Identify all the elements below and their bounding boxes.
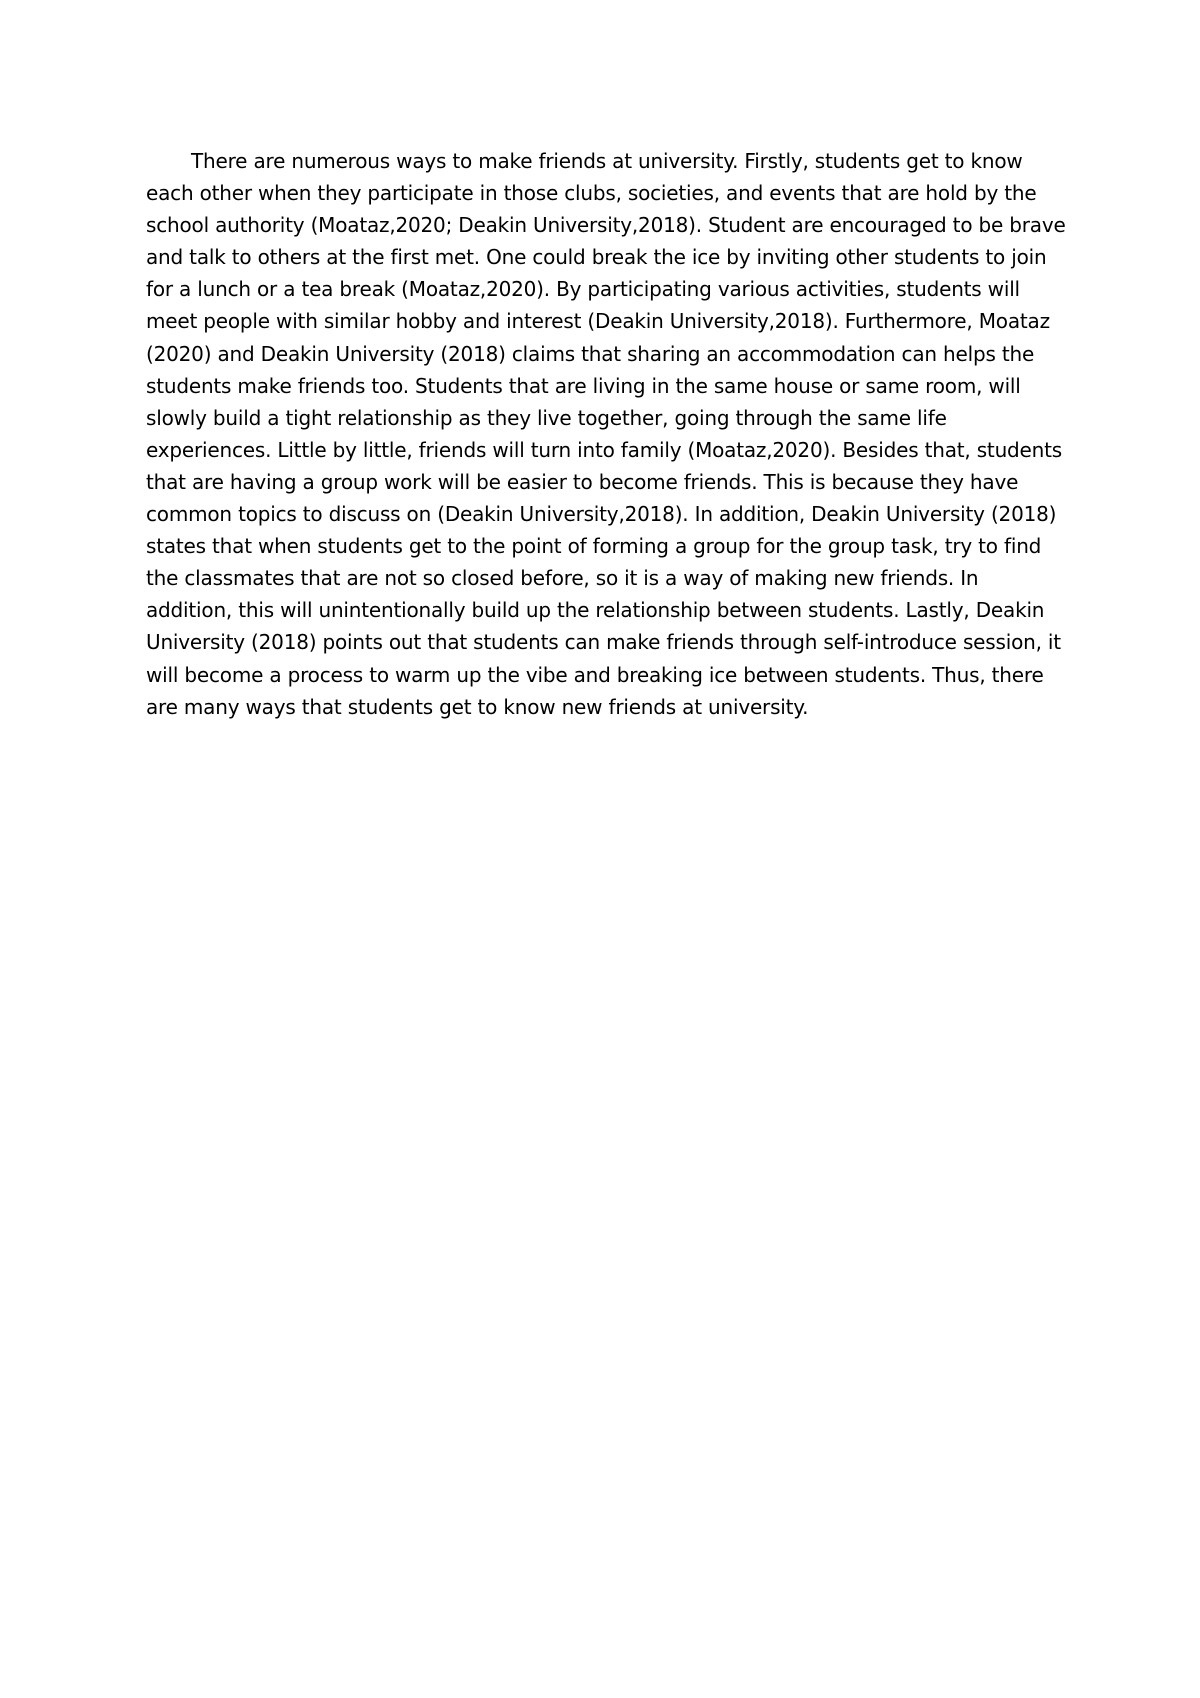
paragraph-line-14: the classmates that are not so closed before, so it is a way of making new friends. In [146,566,979,591]
paragraph-line-18: are many ways that students get to know new friends at university. [146,694,809,719]
paragraph-line-4: and talk to others at the first met. One could break the ice by inviting other students to join [146,245,1047,270]
paragraph-line-2: each other when they participate in those clubs, societies, and events that are hold by the [146,181,1037,206]
paragraph-line-8: students make friends too. Students that are living in the same house or same room, will [146,373,1021,398]
body-paragraph [146,145,1076,723]
paragraph-line-9: slowly build a tight relationship as they live together, going through the same life [146,405,947,430]
paragraph-line-10: experiences. Little by little, friends will turn into family (Moataz,2020). Besides that, students [146,437,1062,462]
paragraph-line-6: meet people with similar hobby and interest (Deakin University,2018). Furthermore, Moataz [146,309,1050,334]
paragraph-line-5: for a lunch or a tea break (Moataz,2020). By participating various activities, students will [146,277,1020,302]
paragraph-line-13: states that when students get to the point of forming a group for the group task, try to find [146,534,1042,559]
paragraph-line-15: addition, this will unintentionally build up the relationship between students. Lastly, Deakin [146,598,1045,623]
paragraph-line-1: There are numerous ways to make friends at university. Firstly, students get to know [191,149,1023,173]
paragraph-line-12: common topics to discuss on (Deakin University,2018). In addition, Deakin University (2018) [146,502,1057,527]
paragraph-line-7: (2020) and Deakin University (2018) claims that sharing an accommodation can helps the [146,341,1035,366]
paragraph-line-16: University (2018) points out that students can make friends through self-introduce session, it [146,630,1061,655]
paragraph-line-3: school authority (Moataz,2020; Deakin University,2018). Student are encouraged to be brave [146,213,1066,238]
paragraph-line-11: that are having a group work will be easier to become friends. This is because they have [146,469,1019,494]
paragraph-line-17: will become a process to warm up the vibe and breaking ice between students. Thus, there [146,662,1044,687]
